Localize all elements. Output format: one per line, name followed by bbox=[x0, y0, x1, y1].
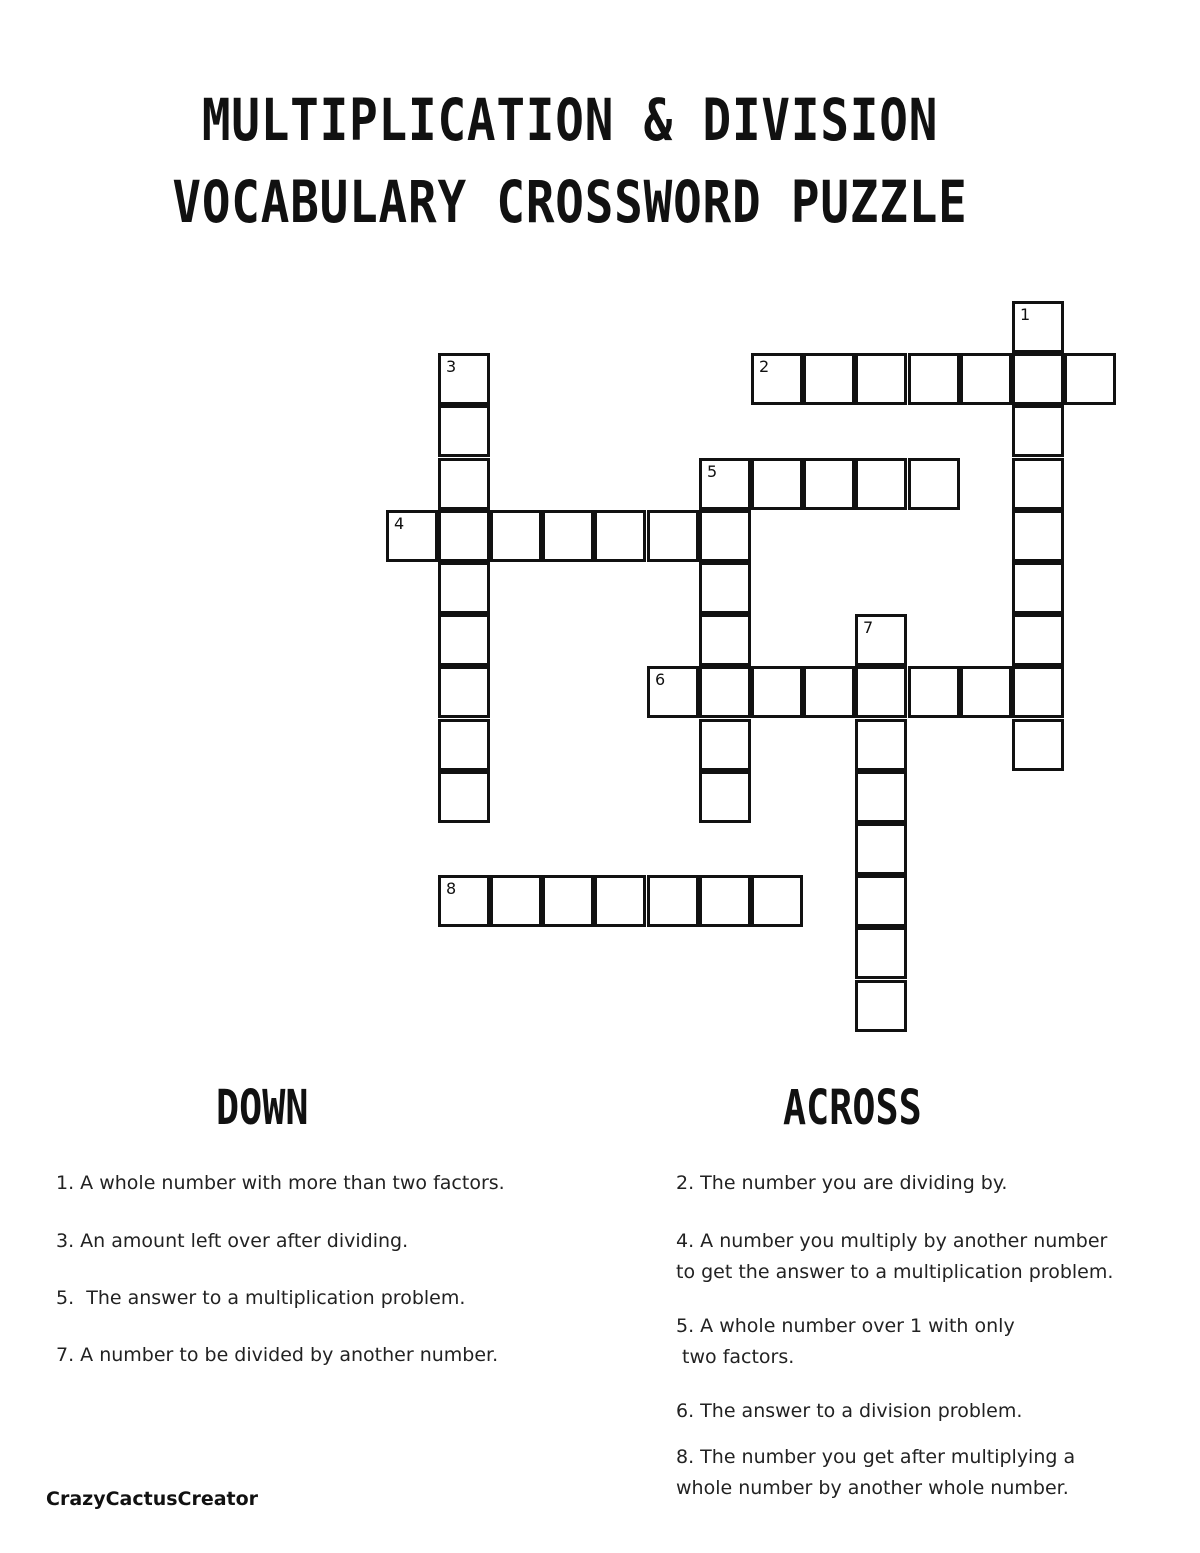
grid-cell[interactable] bbox=[490, 510, 542, 562]
clue-number: 6 bbox=[655, 670, 666, 689]
grid-cell[interactable] bbox=[699, 458, 751, 510]
grid-cell[interactable] bbox=[960, 666, 1012, 718]
grid-cell[interactable] bbox=[438, 353, 490, 405]
grid-cell[interactable] bbox=[855, 719, 907, 771]
grid-cell[interactable] bbox=[438, 719, 490, 771]
grid-cell[interactable] bbox=[751, 875, 803, 927]
grid-cell[interactable] bbox=[751, 353, 803, 405]
grid-cell[interactable] bbox=[699, 510, 751, 562]
grid-cell[interactable] bbox=[647, 875, 699, 927]
grid-cell[interactable] bbox=[1012, 510, 1064, 562]
grid-cell[interactable] bbox=[438, 771, 490, 823]
down-clue-7: 7. A number to be divided by another number. bbox=[56, 1344, 499, 1366]
grid-cell[interactable] bbox=[1012, 666, 1064, 718]
grid-cell[interactable] bbox=[594, 875, 646, 927]
grid-cell[interactable] bbox=[647, 666, 699, 718]
down-clue-3: 3. An amount left over after dividing. bbox=[56, 1230, 409, 1252]
clue-number: 8 bbox=[446, 879, 457, 898]
down-clue-5: 5. The answer to a multiplication problem. bbox=[56, 1287, 466, 1309]
across-clue-8: 8. The number you get after multiplying a whole number by another whole number. bbox=[676, 1446, 1076, 1499]
grid-cell[interactable] bbox=[438, 458, 490, 510]
grid-cell[interactable] bbox=[386, 510, 438, 562]
clue-number: 2 bbox=[759, 357, 770, 376]
down-heading: DOWN bbox=[216, 1080, 309, 1136]
grid-cell[interactable] bbox=[438, 614, 490, 666]
grid-cell[interactable] bbox=[438, 510, 490, 562]
clue-number: 5 bbox=[707, 462, 718, 481]
grid-cell[interactable] bbox=[438, 666, 490, 718]
grid-cell[interactable] bbox=[594, 510, 646, 562]
grid-cell[interactable] bbox=[855, 823, 907, 875]
down-clue-1: 1. A whole number with more than two factors. bbox=[56, 1172, 505, 1194]
across-clue-4: 4. A number you multiply by another number to get the answer to a multiplication problem. bbox=[676, 1230, 1114, 1283]
grid-cell[interactable] bbox=[542, 510, 594, 562]
grid-cell[interactable] bbox=[855, 614, 907, 666]
grid-cell[interactable] bbox=[699, 771, 751, 823]
grid-cell[interactable] bbox=[1012, 301, 1064, 353]
grid-cell[interactable] bbox=[751, 458, 803, 510]
grid-cell[interactable] bbox=[438, 875, 490, 927]
clue-number: 7 bbox=[863, 618, 874, 637]
grid-cell[interactable] bbox=[855, 353, 907, 405]
grid-cell[interactable] bbox=[960, 353, 1012, 405]
across-clue-2: 2. The number you are dividing by. bbox=[676, 1172, 1008, 1194]
grid-cell[interactable] bbox=[1012, 719, 1064, 771]
grid-cell[interactable] bbox=[855, 927, 907, 979]
author-credit: CrazyCactusCreator bbox=[46, 1488, 259, 1510]
across-clue-5: 5. A whole number over 1 with only two factors. bbox=[676, 1315, 1015, 1368]
grid-cell[interactable] bbox=[908, 666, 960, 718]
grid-cell[interactable] bbox=[855, 666, 907, 718]
grid-cell[interactable] bbox=[751, 666, 803, 718]
across-clue-6: 6. The answer to a division problem. bbox=[676, 1400, 1023, 1422]
grid-cell[interactable] bbox=[542, 875, 594, 927]
title-line-2: VOCABULARY CROSSWORD PUZZLE bbox=[172, 168, 968, 236]
grid-cell[interactable] bbox=[855, 980, 907, 1032]
grid-cell[interactable] bbox=[1064, 353, 1116, 405]
clue-number: 1 bbox=[1020, 305, 1031, 324]
grid-cell[interactable] bbox=[1012, 562, 1064, 614]
grid-cell[interactable] bbox=[1012, 353, 1064, 405]
grid-cell[interactable] bbox=[438, 405, 490, 457]
grid-cell[interactable] bbox=[699, 666, 751, 718]
grid-cell[interactable] bbox=[1012, 614, 1064, 666]
grid-cell[interactable] bbox=[855, 458, 907, 510]
grid-cell[interactable] bbox=[803, 458, 855, 510]
grid-cell[interactable] bbox=[699, 875, 751, 927]
grid-cell[interactable] bbox=[1012, 405, 1064, 457]
grid-cell[interactable] bbox=[699, 562, 751, 614]
grid-cell[interactable] bbox=[855, 875, 907, 927]
grid-cell[interactable] bbox=[908, 353, 960, 405]
grid-cell[interactable] bbox=[803, 353, 855, 405]
grid-cell[interactable] bbox=[803, 666, 855, 718]
grid-cell[interactable] bbox=[855, 771, 907, 823]
grid-cell[interactable] bbox=[490, 875, 542, 927]
grid-cell[interactable] bbox=[1012, 458, 1064, 510]
title-line-1: MULTIPLICATION & DIVISION bbox=[201, 86, 939, 154]
clue-number: 3 bbox=[446, 357, 457, 376]
grid-cell[interactable] bbox=[438, 562, 490, 614]
grid-cell[interactable] bbox=[699, 719, 751, 771]
across-heading: ACROSS bbox=[783, 1080, 922, 1136]
grid-cell[interactable] bbox=[908, 458, 960, 510]
grid-cell[interactable] bbox=[699, 614, 751, 666]
grid-cell[interactable] bbox=[647, 510, 699, 562]
clue-number: 4 bbox=[394, 514, 405, 533]
